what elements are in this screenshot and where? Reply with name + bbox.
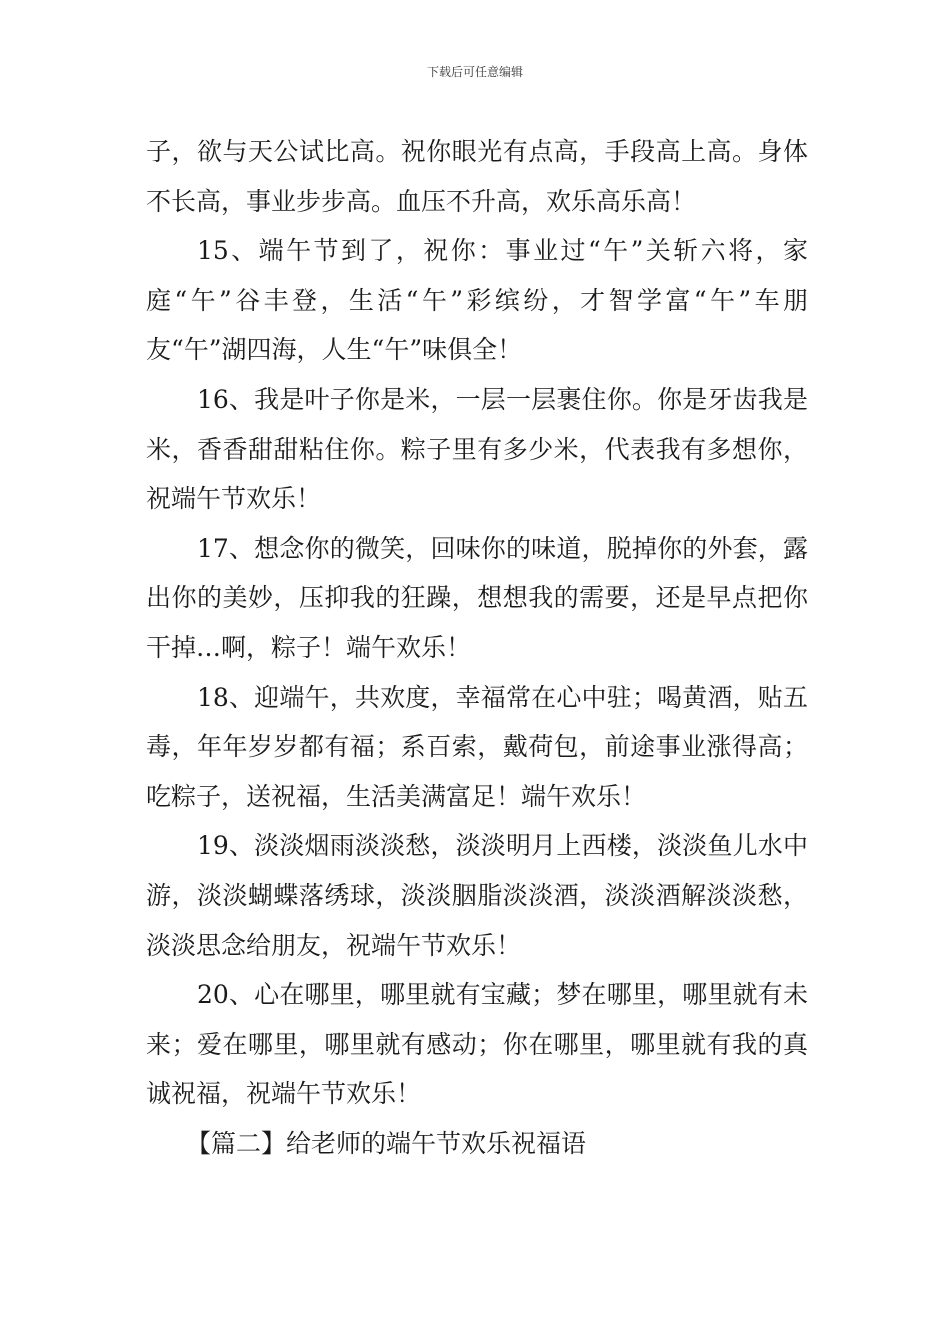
section-heading: 【篇二】给老师的端午节欢乐祝福语 [186, 1128, 587, 1158]
paragraph-item-18: 18、迎端午，共欢度，幸福常在心中驻；喝黄酒，贴五毒，年年岁岁都有福；系百索，戴荷包，前途事业涨得高；吃粽子，送祝福，生活美满富足！端午欢乐！ [146, 682, 808, 811]
paragraph-item-16: 16、我是叶子你是米，一层一层裹住你。你是牙齿我是米，香香甜甜粘住你。粽子里有多少米，代表我有多想你，祝端午节欢乐！ [146, 384, 808, 514]
document-body [146, 127, 808, 1168]
paragraph-item-20: 20、心在哪里，哪里就有宝藏；梦在哪里，哪里就有未来；爱在哪里，哪里就有感动；你在哪里，哪里就有我的真诚祝福，祝端午节欢乐！ [146, 980, 808, 1109]
paragraph-item-15: 15、端午节到了，祝你：事业过“午”关斩六将，家庭“午”谷丰登，生活“午”彩缤纷，才智学富“午”车朋友“午”湖四海，人生“午”味俱全！ [146, 236, 808, 365]
page-header: 下载后可任意编辑 [426, 65, 523, 79]
paragraph-item-19: 19、淡淡烟雨淡淡愁，淡淡明月上西楼，淡淡鱼儿水中游，淡淡蝴蝶落绣球，淡淡胭脂淡淡酒，淡淡酒解淡淡愁，淡淡思念给朋友，祝端午节欢乐！ [146, 831, 808, 960]
paragraph-item-17: 17、想念你的微笑，回味你的味道，脱掉你的外套，露出你的美妙，压抑我的狂躁，想想我的需要，还是早点把你干掉…啊，粽子！端午欢乐！ [146, 533, 808, 662]
paragraph-continuation: 子，欲与天公试比高。祝你眼光有点高，手段高上高。身体不长高，事业步步高。血压不升高，欢乐高乐高！ [146, 137, 808, 216]
